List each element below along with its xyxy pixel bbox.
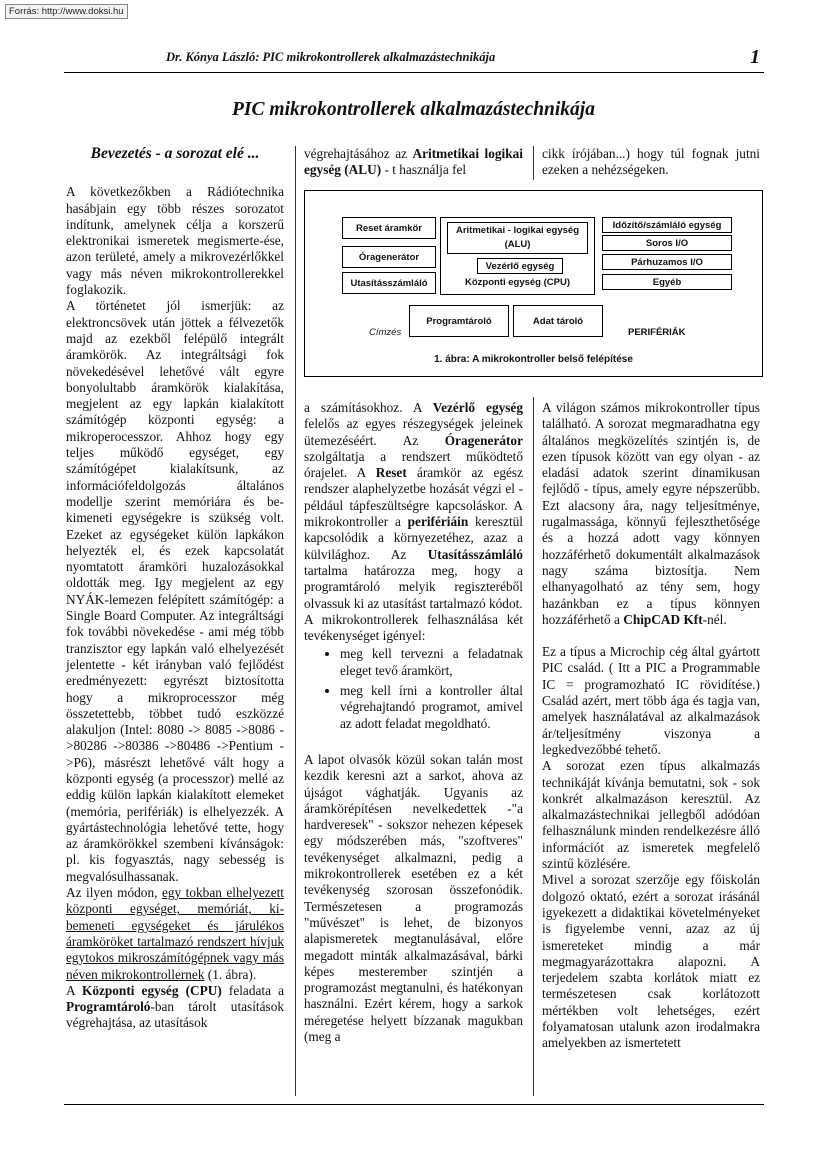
term: Vezérlő egység — [432, 400, 523, 415]
data-memory-block: Adat tároló — [513, 305, 603, 337]
address-label: Címzés — [369, 327, 402, 338]
column-2 — [304, 400, 523, 1045]
term: Utasításszámláló — [427, 546, 523, 562]
text-run: végrehajtásához az — [304, 146, 413, 161]
running-title: Dr. Kónya László: PIC mikrokontrollerek alkalmazástechnikája — [166, 50, 496, 64]
program-memory-block: Programtároló — [409, 305, 509, 337]
cpu-label: Központi egység (CPU) — [464, 277, 571, 288]
text-run: felelős az egyes részegységek jeleinek ütemezéséért. Az — [304, 416, 523, 448]
paragraph: Mivel a sorozat szerzője egy főiskolán dolgozó oktató, ezért a sorozat irásánál igyekezett a didaktikai követelményeket is figyelembe venni, azaz az új ismereteket mindig a már megmagyarázottakra alapozni. A terjedelem szabta korlátok miatt ez természetesen csak korlátozott mértékben volt lehetséges, ezért folyamatosan utalunk azon irodalmakra amelyekben az ismertetett — [542, 872, 760, 1051]
bullet-list — [304, 646, 523, 731]
column-3 — [542, 400, 760, 1052]
term: Óragenerátor — [444, 432, 523, 448]
text-run: -ban tárolt utasítások végrehajtása, az utasítások — [66, 999, 284, 1031]
text-run: áramkör az egész rendszer alaphelyzetbe hozását végzi el - például tápfeszültségre kapcsoláskor. A mikrokontroller a — [304, 465, 523, 530]
term: Programtároló — [66, 999, 151, 1015]
paragraph — [542, 400, 760, 628]
footer-rule — [64, 1104, 764, 1105]
text-run: (1. ábra). — [204, 966, 257, 982]
cpu-block — [440, 217, 595, 295]
text-run: A világon számos mikrokontroller típus található. A sorozat megmaradhatna egy általános megközelítés szintjén is, de ezen típusok között van egy olyan - az eladási adatok szerint dinamikusan fejlődő - típus, amely egyre népszerűbb. Ezt alacsony ára, nagy teljesítménye, rugalmassága, könnyű fejleszthetősége és a hozzá adott vagy könnyen hozzáférhető dokumentált alkalmazások nagy száma biztosítja. Nem elhanyagolható az tény sem, hogy hazánkban ez a típus könnyen hozzáférhető a — [542, 400, 760, 627]
paragraph — [304, 400, 523, 612]
serial-io-block: Soros I/O — [602, 235, 732, 251]
source-label[interactable]: Forrás: http://www.doksi.hu — [5, 4, 128, 19]
text-run: -nél. — [702, 611, 727, 627]
column-2-top — [304, 146, 523, 179]
underlined-definition: egy tokban elhelyezett központi egységet, memóriát, ki-bemeneti egységeket és járulékos áramköröket tartalmazó rendszert hívjuk egytokos mikroszámítógépnek vagy más néven mikrokontrollernek — [66, 885, 284, 982]
program-counter-block: Utasításszámláló — [342, 272, 436, 294]
column-3-top — [542, 146, 760, 179]
paragraph: cikk írójában...) hogy túl fognak jutni ezeken a nehézségeken. — [542, 146, 760, 178]
paragraph — [66, 885, 284, 983]
term: perifériáin — [407, 514, 469, 530]
paragraph — [66, 983, 284, 1032]
paragraph: A mikrokontrollerek felhasználása két tevékenységet igényel: — [304, 611, 523, 644]
text-run: - t használja fel — [381, 162, 467, 178]
running-header — [64, 48, 764, 73]
paragraph: A lapot olvasók közül sokan talán most kezdik keresni azt a sarkot, ahova az újságot vághatják. Ugyanis az áramkörépítésen nevelkedettek -"a hardveresek" - sokszor nehezen képesek egy módszerében más, "szoftveres" tevékenységet alkalmazni, pedig a mikrokontrollerek esetében ez a két tevékenység szorosan összefonódik. Természetesen a programozás "művészet" is lehet, de bizonyos alapismeretek megtanulásával, előre megadott minták alkalmazásával, bárki képes mesterember szintjén a programozást megtanulni, és hatékonyan használni. Ezért kérem, hogy a sarkok méregetése helyett bízzanak magukban (meg a — [304, 751, 523, 1044]
text-run: feladata a — [221, 982, 284, 998]
paragraph: A történetet jól ismerjük: az elektroncsövek után jöttek a félvezetők majd az ezekből felépülő integrált áramkörök. Az integráltsági fok növekedésével lehetővé vált egyre bonyolultabb áramkörök kialakítása, megjelent az egy lapkán kialakított számítógép központi egység: a mikroperocesszor. Ahhoz hogy egy teljes működő egységet, egy számítógépet kialakítsunk, az információfeldolgozás általános modellje szerint memóriára és be-kimeneti egységekre is szükség volt. Ezeket az egységeket külön lapkákon helyezték el, és ezek kapcsolatát nyomtatott áramköri huzalozásokkal oldották meg. Igy megjelent az egy NYÁK-lemezen felépített számítógép: a Single Board Computer. Az integráltsági fok további növekedése - ami még több tranzisztor egy lapkán való elhelyezését jelentette - két irányban való fejlődést eredményezett: egyrészt biztosította hogy a mikroprocesszor még összetettebb, többet tudó eszközzé alakuljon (Intel: 8080 -> 8085 ->8086 ->80286 ->80386 ->80486 ->Pentium ->P6), másrészt lehetővé vált hogy a központi egység (a processzor) mellé az eddig külön lapkán kialakított elemeket (memória, perifériák) is elhelyezzék. A gyártástechnológia lehetővé tette, hogy az áramkörökkel szembeni kívánságok: pl. kis fogyasztás, nagy sebesség is megvalósulhassanak. — [66, 298, 284, 884]
timer-block: Időzítő/számláló egység — [602, 217, 732, 233]
column-divider — [533, 397, 534, 1096]
paragraph: A sorozat ezen típus alkalmazás technikáját kívánja bemutatni, sok - sok konkrét alkalmazáson keresztül. Az alkalmazástechnikai jellegből adódóan felhasználunk minden rendelkezésre álló információt az ismeretek megfelelő szintű közlésére. — [542, 758, 760, 872]
term: Aritmetikai logikai egység (ALU) — [304, 146, 523, 178]
page-title: PIC mikrokontrollerek alkalmazástechnikája — [232, 99, 595, 120]
alu-block: Aritmetikai - logikai egység (ALU) — [447, 222, 588, 254]
list-item: • meg kell írni a kontroller által végrehajtandó programot, amivel az adott feladat megoldható. — [340, 683, 523, 732]
peripherals-label: PERIFÉRIÁK — [628, 327, 686, 338]
section-heading: Bevezetés - a sorozat elé ... — [90, 145, 260, 162]
text-run: A — [66, 982, 82, 998]
column-divider — [533, 146, 534, 180]
text-run: a számításokhoz. A — [304, 400, 433, 415]
paragraph: A következőkben a Rádiótechnika hasábjain egy több részes sorozatot indítunk, amelynek célja a korszerű elektronikai ismeretek megismerte-ése, azon területé, amely a mikrovezérlőkkel vagy más néven mikrokontrollerekkel foglakozik. — [66, 184, 284, 298]
text-run: tartalma határozza meg, hogy a programtároló melyik regiszteréből olvassuk ki az utasítást tartalmazó kódot. — [304, 562, 523, 611]
paragraph: Ez a típus a Microchip cég által gyártott PIC család. ( Itt a PIC a Programmable IC = programozható IC rövidítése.) Család azért, mert több ága és tagja van, amelyek használatával az alkalmazások ár/teljesítmény viszonya a legkedvezőbbé tehető. — [542, 644, 760, 757]
term: Reset — [375, 465, 407, 481]
list-item: • meg kell tervezni a feladatnak eleget tevő áramkört, — [340, 646, 523, 679]
figure-caption: 1. ábra: A mikrokontroller belső felépítése — [434, 354, 633, 365]
column-1 — [66, 146, 284, 1032]
figure-block-diagram — [304, 190, 763, 377]
text-run: keresztül kapcsolódik a környezetéhez, azaz a külvilághoz. Az — [304, 514, 523, 562]
column-divider — [295, 146, 296, 1096]
other-block: Egyéb — [602, 274, 732, 290]
text-run: Az ilyen módon, — [66, 885, 162, 901]
page-number: 1 — [750, 46, 760, 68]
control-unit-block: Vezérlő egység — [477, 258, 563, 274]
oscillator-block: Óragenerátor — [342, 246, 436, 268]
parallel-io-block: Párhuzamos I/O — [602, 254, 732, 270]
term: ChipCAD Kft — [623, 611, 703, 627]
text-run: szolgáltatja a rendszert működtető órajelet. A — [304, 448, 523, 481]
term: Központi egység (CPU) — [81, 982, 222, 998]
reset-block: Reset áramkör — [342, 217, 436, 239]
paragraph — [304, 146, 523, 179]
